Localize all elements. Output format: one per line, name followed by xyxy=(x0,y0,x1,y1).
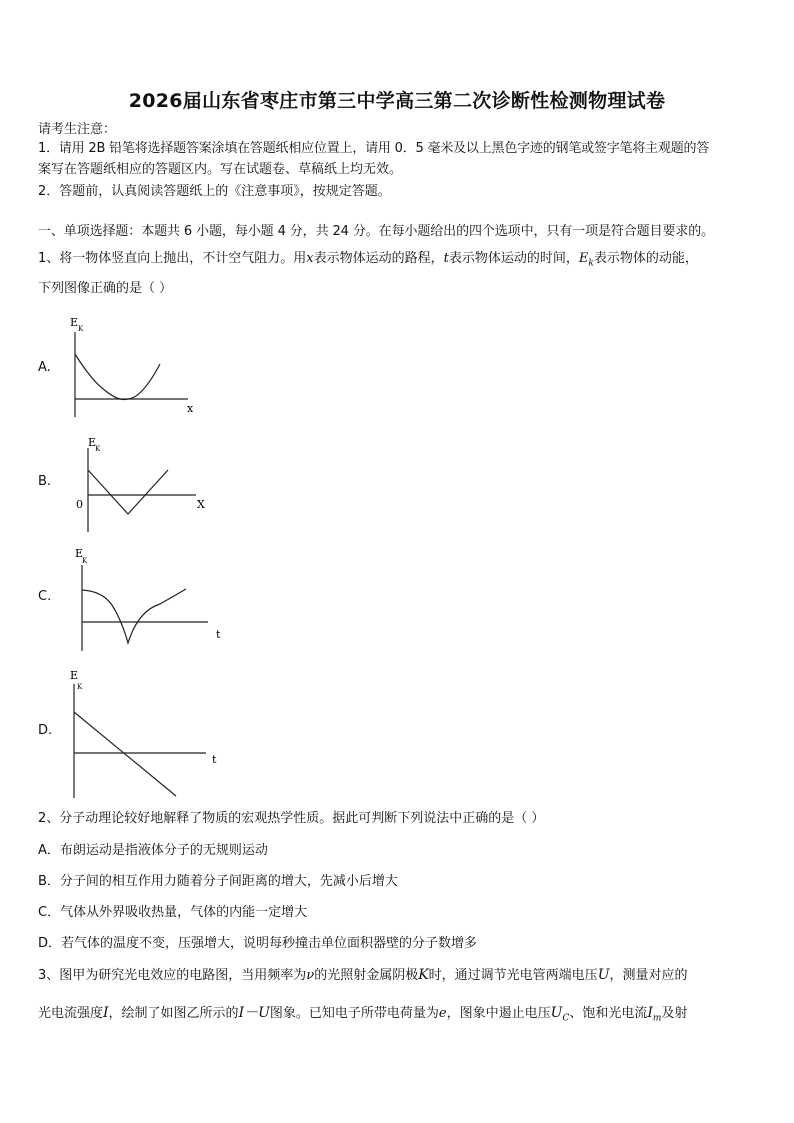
ek-polyline xyxy=(88,470,168,514)
q2-option-a[interactable]: A．布朗运动是指液体分子的无规则运动 xyxy=(38,843,268,858)
q1-option-b-graph xyxy=(72,432,222,542)
q3-var-nu: ν xyxy=(306,968,315,983)
q3-var-uc: U xyxy=(550,1005,563,1021)
q3-var-e: e xyxy=(438,1006,447,1021)
y-axis-label-sub: K xyxy=(77,683,83,691)
q3-text-g: 图象。已知电子所带电荷量为 xyxy=(269,1006,439,1021)
q1-option-b-label[interactable]: B. xyxy=(38,474,52,489)
page-title: 2026届山东省枣庄市第三中学高三第二次诊断性检测物理试卷 xyxy=(128,90,666,112)
q2-option-c[interactable]: C．气体从外界吸收热量，气体的内能一定增大 xyxy=(38,905,308,920)
q1-option-a-graph xyxy=(60,312,210,422)
q3-text-i: 、饱和光电流 xyxy=(569,1006,648,1021)
y-axis-label-sub: K xyxy=(95,445,101,453)
ek-line xyxy=(74,712,176,796)
q3-text-d: ，测量对应的 xyxy=(609,968,688,983)
q3-var-uc-sub: C xyxy=(562,1013,570,1024)
ek-curve xyxy=(75,354,160,400)
notice-item-2: 2．答题前，认真阅读答题纸上的《注意事项》，按规定答题。 xyxy=(38,184,391,199)
q1-var-ek: E xyxy=(578,251,589,266)
q3-text-f: ，绘制了如图乙所示的 xyxy=(108,1006,239,1021)
q3-var-i: I xyxy=(103,1005,109,1021)
q1-stem-line-2: 下列图像正确的是（ ） xyxy=(38,281,173,296)
q3-var-u: U xyxy=(597,967,610,983)
q1-option-d-graph xyxy=(66,662,236,802)
q3-text-a: 3、图甲为研究光电效应的电路图，当用频率为 xyxy=(38,968,307,983)
q1-text-b: 表示物体运动的路程， xyxy=(313,251,444,266)
x-axis-label: x xyxy=(187,402,194,415)
ek-curve xyxy=(82,589,186,643)
y-axis-label-sub: K xyxy=(78,325,84,333)
q3-var-im: I xyxy=(647,1005,653,1021)
q1-option-a-label[interactable]: A. xyxy=(38,360,51,375)
origin-label: 0 xyxy=(76,498,83,511)
notice-item-1-line-1: 1．请用 2B 铅笔将选择题答案涂填在答题纸相应位置上，请用 0．5 毫米及以上黑色字迹的钢笔或签字笔将主观题的答 xyxy=(38,141,710,156)
q3-text-b: 的光照射金属阴极 xyxy=(314,968,419,983)
q1-option-c-graph xyxy=(70,541,230,656)
q2-option-b[interactable]: B．分子间的相互作用力随着分子间距离的增大，先减小后增大 xyxy=(38,874,398,889)
q1-option-d-label[interactable]: D. xyxy=(38,723,53,738)
y-axis-label: E xyxy=(75,547,84,560)
q3-var-iu: I－U xyxy=(238,1005,270,1021)
q1-var-x: x xyxy=(306,251,314,266)
q3-var-k: K xyxy=(418,967,429,983)
q3-text-c: 时，通过调节光电管两端电压 xyxy=(428,968,598,983)
notice-heading: 请考生注意： xyxy=(38,122,117,137)
x-axis-label: t xyxy=(212,753,217,766)
q1-text-a: 1、将一物体竖直向上抛出，不计空气阻力。用 xyxy=(38,251,307,266)
q1-stem-line-1 xyxy=(38,251,698,272)
q3-var-im-sub: m xyxy=(652,1013,662,1024)
q1-text-d: 表示物体的动能， xyxy=(593,251,698,266)
q1-var-t: t xyxy=(443,251,449,266)
q2-stem: 2、分子动理论较好地解释了物质的宏观热学性质。据此可判断下列说法中正确的是（ ） xyxy=(38,811,545,826)
q2-option-d[interactable]: D．若气体的温度不变，压强增大，说明每秒撞击单位面积器壁的分子数增多 xyxy=(38,936,478,951)
q3-text-e: 光电流强度 xyxy=(38,1006,104,1021)
y-axis-label: E xyxy=(70,316,79,329)
x-axis-label: t xyxy=(216,628,221,641)
section-1-heading: 一、单项选择题：本题共 6 小题，每小题 4 分，共 24 分。在每小题给出的四个选项中，只有一项是符合题目要求的。 xyxy=(38,224,715,239)
q3-stem-line-2 xyxy=(38,1005,687,1027)
q1-var-ek-sub: k xyxy=(588,258,594,269)
x-axis-label: X xyxy=(197,498,205,511)
y-axis-label-sub: K xyxy=(82,557,88,565)
q3-text-h: ，图象中遏止电压 xyxy=(446,1006,551,1021)
q3-text-j: 及射 xyxy=(661,1006,688,1021)
y-axis-label: E xyxy=(70,669,79,682)
notice-item-1-line-2: 案写在答题纸相应的答题区内。写在试题卷、草稿纸上均无效。 xyxy=(38,162,403,177)
q1-option-c-label[interactable]: C. xyxy=(38,589,52,604)
q1-text-c: 表示物体运动的时间， xyxy=(448,251,579,266)
y-axis-label: E xyxy=(88,436,97,449)
q3-stem-line-1 xyxy=(38,967,688,984)
